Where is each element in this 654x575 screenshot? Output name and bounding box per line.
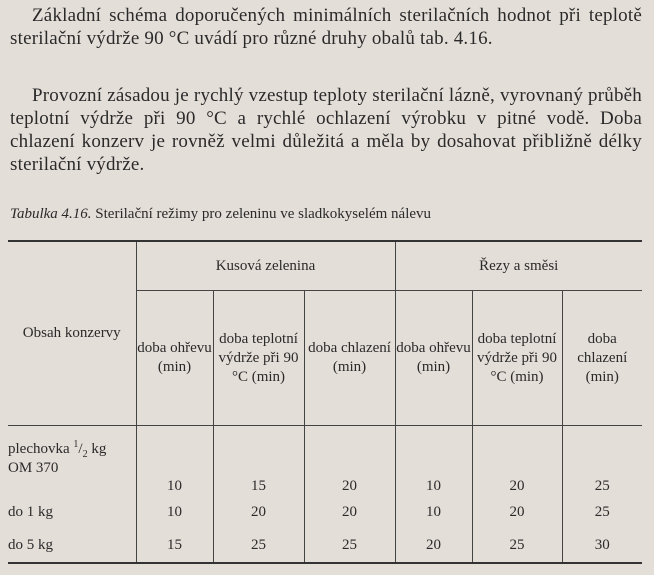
table-row [8,496,642,529]
col-header: doba ohřevu (min) [136,291,213,426]
col-header: doba chlazení (min) [562,291,642,426]
table-cell: 10 [395,426,472,497]
table-cell: 25 [213,529,304,563]
table-row [8,426,642,497]
row-label-part: plechovka [8,441,70,457]
table-title: Sterilační režimy pro zeleninu ve sladkokyselém nálevu [95,206,432,222]
table-caption [10,206,431,223]
table-cell: 10 [136,496,213,529]
table-cell: 20 [395,529,472,563]
group-header-kusova: Kusová zelenina [136,241,395,291]
table-cell: 20 [472,496,562,529]
table-cell: 20 [304,496,395,529]
row-label: do 5 kg [8,529,136,563]
fraction-denominator: 2 [82,449,88,460]
row-label: plechovka $^1/_2$ kg OM 370 [8,439,107,476]
sterilization-table [8,240,642,564]
fraction-numerator: 1 [73,439,79,450]
table-cell: 10 [136,426,213,497]
table-cell: 25 [562,496,642,529]
col-header: doba chlazení (min) [304,291,395,426]
table-cell: 15 [213,426,304,497]
table-cell: 20 [472,426,562,497]
table-cell: 20 [304,426,395,497]
col-header: doba teplotní výdrže při 90 °C (min) [213,291,304,426]
table-row [8,529,642,563]
table-cell: 15 [136,529,213,563]
process-paragraph: Provozní zásadou je rychlý vzestup teploty sterilační lázně, vyrovnaný průběh teplotní výdrže při 90 °C a rychlé ochlazení výrobku v pitné vodě. Doba chlazení konzerv je rovněž velmi důležitá a měla by dosahovat přibližně délky sterilační výdrže. [10,85,642,175]
col-header: doba ohřevu (min) [395,291,472,426]
table-cell: 30 [562,529,642,563]
table-cell: 10 [395,496,472,529]
row-header: Obsah konzervy [8,241,136,426]
row-label-part: OM 370 [8,460,59,476]
table-cell: 25 [562,426,642,497]
table-cell: 25 [472,529,562,563]
group-header-rezy: Řezy a směsi [395,241,642,291]
row-label-part: kg [91,441,107,457]
row-label: do 1 kg [8,504,53,520]
col-header: doba teplotní výdrže při 90 °C (min) [472,291,562,426]
table-cell: 20 [213,496,304,529]
table-number: Tabulka 4.16. [10,206,92,222]
table-cell: 25 [304,529,395,563]
intro-paragraph: Základní schéma doporučených minimálních sterilačních hodnot při teplotě sterilační výdrže 90 °C uvádí pro různé druhy obalů tab. 4.16. [10,5,642,49]
